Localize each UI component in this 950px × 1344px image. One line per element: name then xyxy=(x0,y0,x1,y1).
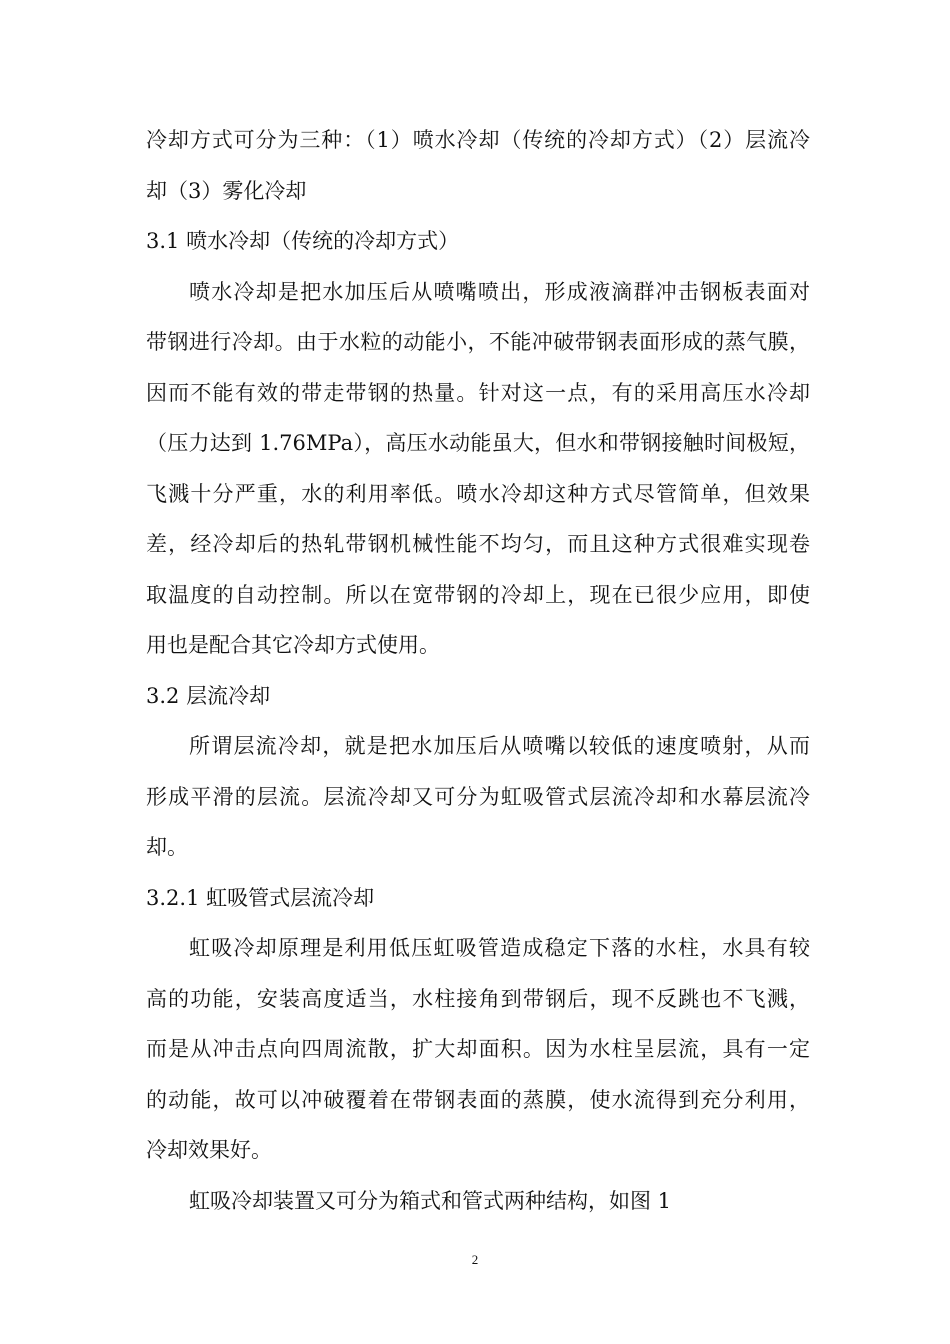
paragraph-line: 喷水冷却是把水加压后从喷嘴喷出，形成液滴群冲击钢板表面对 xyxy=(189,279,810,304)
paragraph-line: 取温度的自动控制。所以在宽带钢的冷却上，现在已很少应用，即使 xyxy=(146,582,810,607)
paragraph-line: 的动能，故可以冲破覆着在带钢表面的蒸膜，使水流得到充分利用， xyxy=(146,1087,810,1112)
paragraph-line: 因而不能有效的带走带钢的热量。针对这一点，有的采用高压水冷却 xyxy=(146,380,810,405)
subsection-heading: 3.2.1 虹吸管式层流冷却 xyxy=(146,885,375,910)
paragraph-line: 虹吸冷却装置又可分为箱式和管式两种结构，如图 1 xyxy=(189,1188,672,1213)
paragraph-line: （压力达到 1.76MPa），高压水动能虽大，但水和带钢接触时间极短， xyxy=(146,431,810,455)
document-body xyxy=(146,115,810,1226)
paragraph-line: 却。 xyxy=(146,835,188,859)
paragraph-line: 飞溅十分严重，水的利用率低。喷水冷却这种方式尽管简单，但效果 xyxy=(146,481,810,506)
section-heading: 3.1 喷水冷却（传统的冷却方式） xyxy=(146,229,460,253)
paragraph-line: 冷却效果好。 xyxy=(146,1138,272,1162)
paragraph-line: 所谓层流冷却，就是把水加压后从喷嘴以较低的速度喷射，从而 xyxy=(189,734,810,758)
paragraph-line: 冷却方式可分为三种：（1）喷水冷却（传统的冷却方式）（2）层流冷 xyxy=(146,128,810,152)
paragraph-line: 却（3）雾化冷却 xyxy=(146,178,307,203)
section-heading: 3.2 层流冷却 xyxy=(146,683,271,708)
page-number: 2 xyxy=(471,1252,479,1267)
paragraph-line: 用也是配合其它冷却方式使用。 xyxy=(146,633,440,657)
paragraph-line: 形成平滑的层流。层流冷却又可分为虹吸管式层流冷却和水幕层流冷 xyxy=(146,784,810,809)
paragraph-line: 高的功能，安装高度适当，水柱接角到带钢后，现不反跳也不飞溅， xyxy=(146,986,810,1011)
paragraph-line: 而是从冲击点向四周流散，扩大却面积。因为水柱呈层流，具有一定 xyxy=(146,1037,810,1061)
paragraph-line: 虹吸冷却原理是利用低压虹吸管造成稳定下落的水柱，水具有较 xyxy=(189,936,810,960)
paragraph-line: 带钢进行冷却。由于水粒的动能小，不能冲破带钢表面形成的蒸气膜， xyxy=(146,330,810,354)
paragraph-line: 差，经冷却后的热轧带钢机械性能不均匀，而且这种方式很难实现卷 xyxy=(146,532,810,556)
